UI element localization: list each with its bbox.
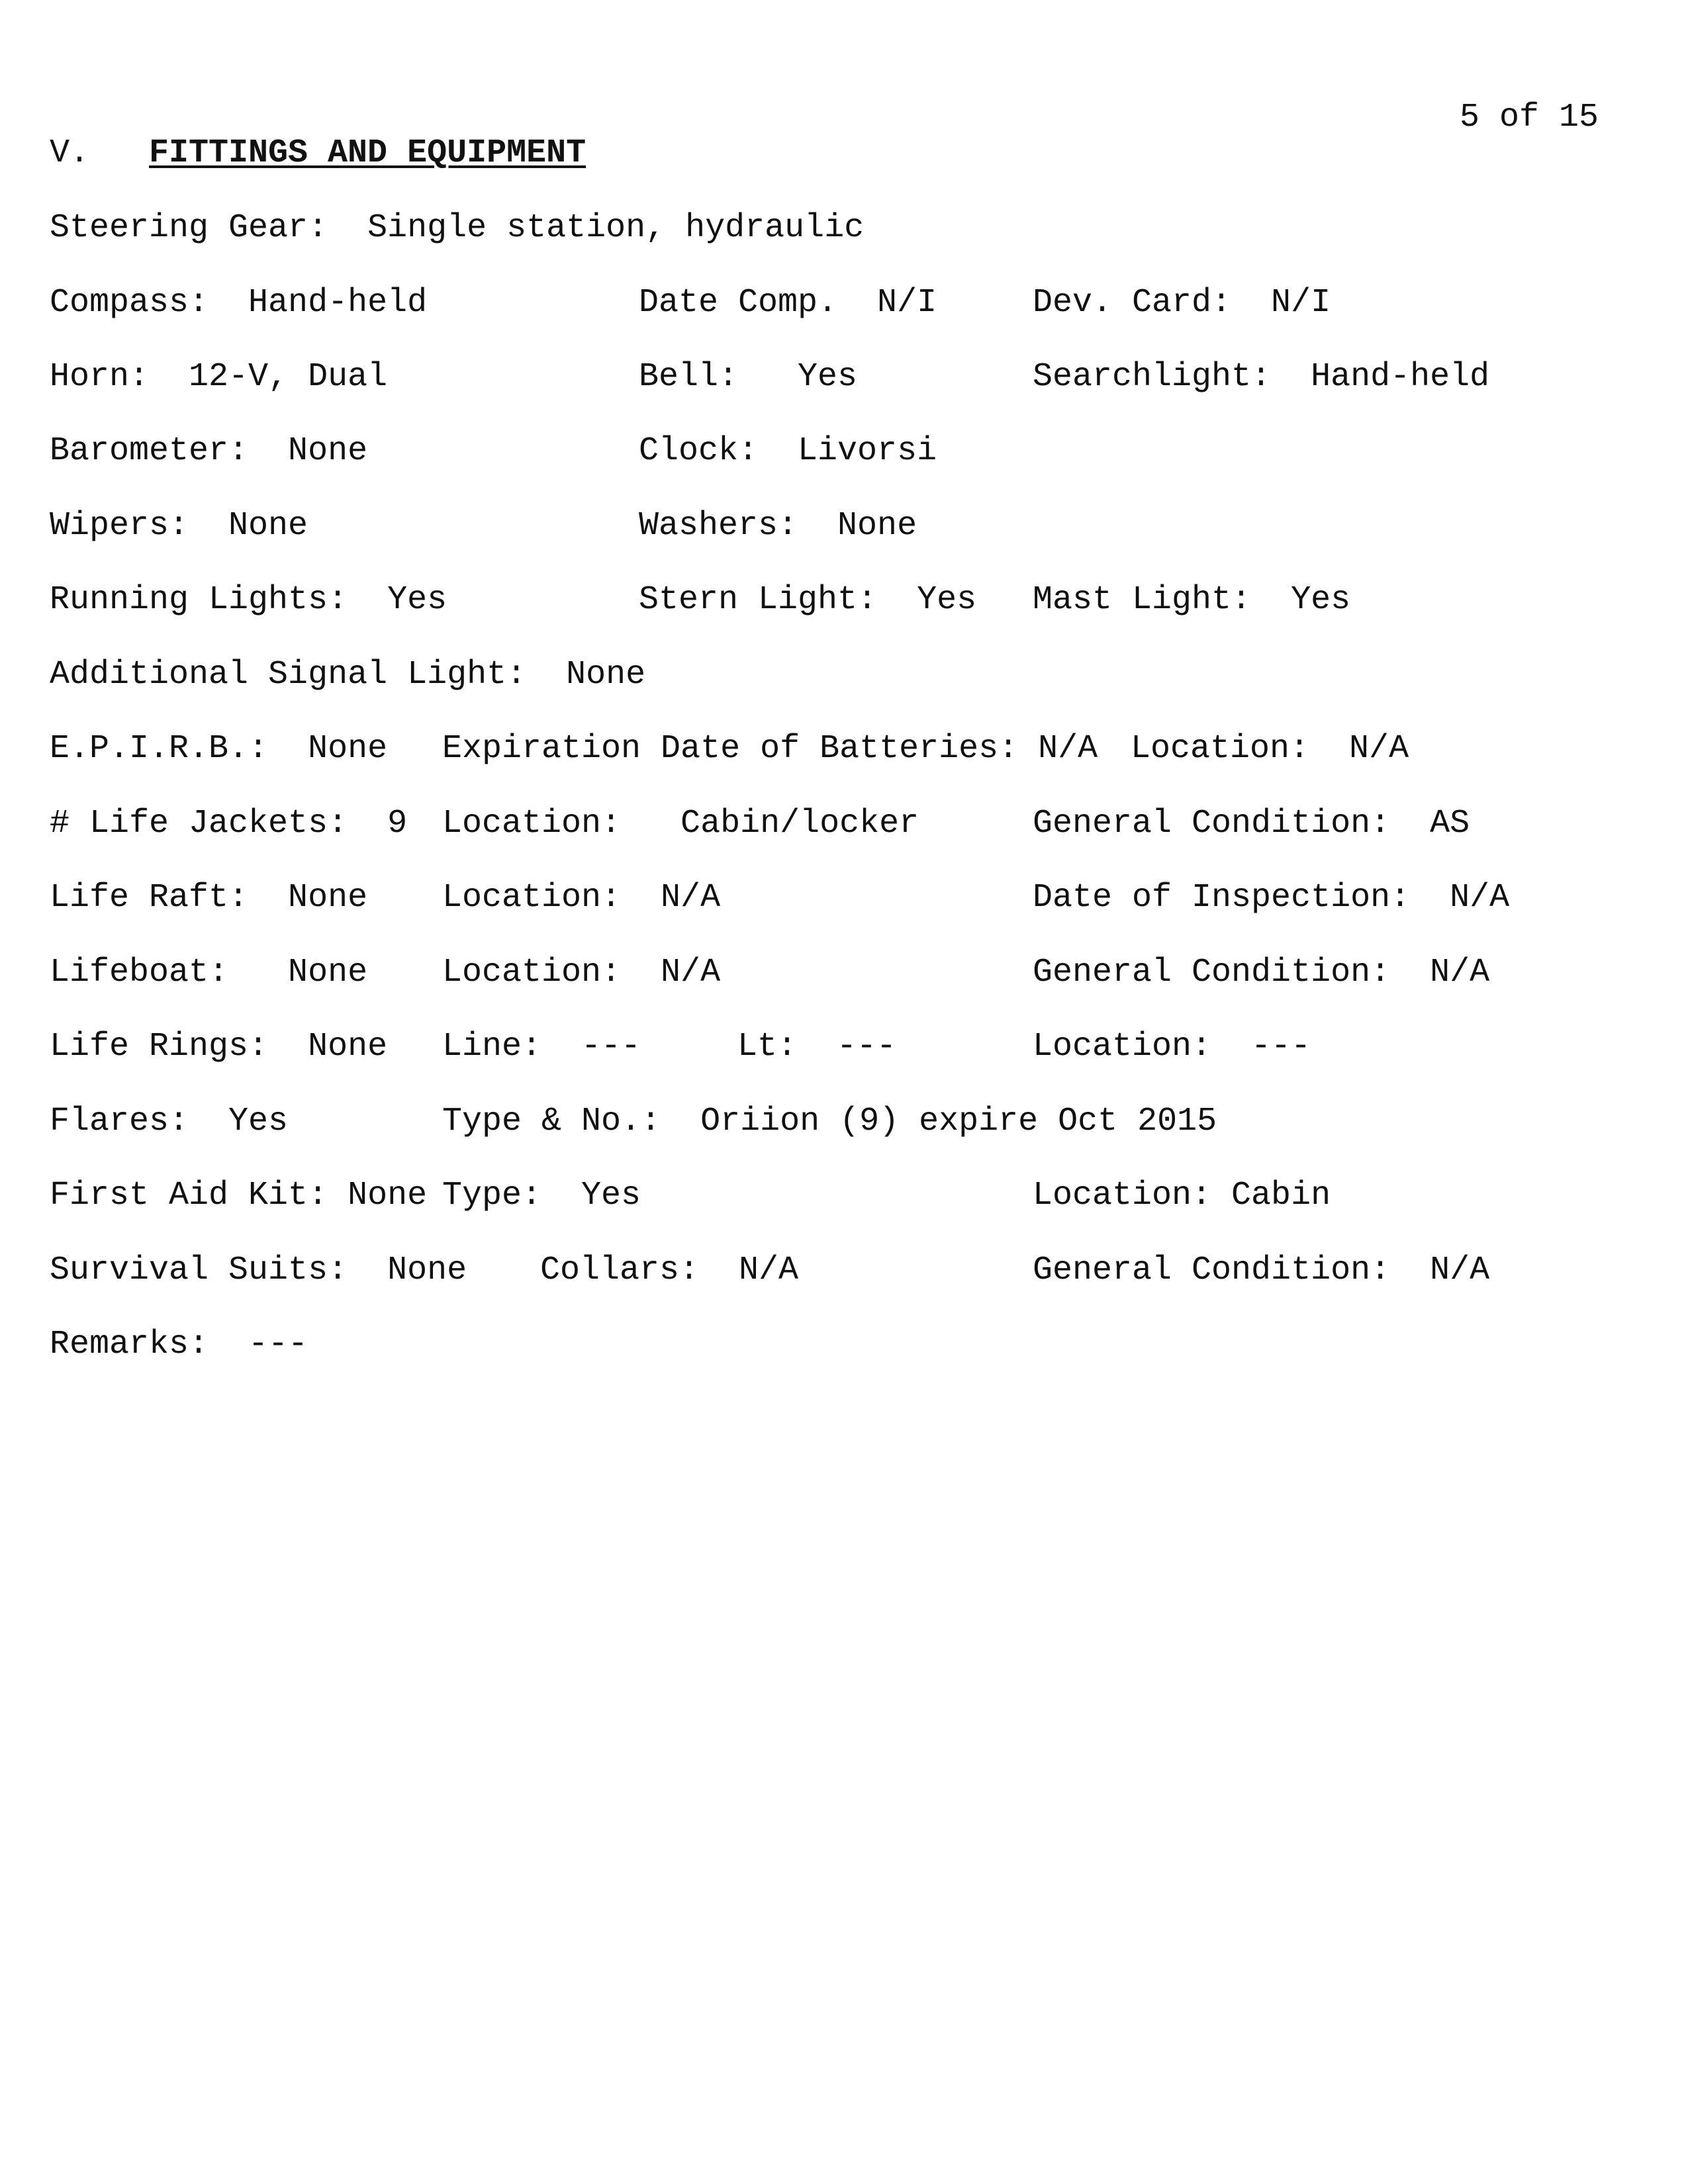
life-rings-line-field: Line: --- xyxy=(442,1028,641,1066)
bell-field: Bell: Yes xyxy=(639,358,858,396)
steering-gear-field: Steering Gear: Single station, hydraulic xyxy=(50,209,865,247)
life-jackets-field: # Life Jackets: 9 xyxy=(50,805,408,842)
page-number: 5 of 15 xyxy=(1460,99,1599,136)
collars-field: Collars: N/A xyxy=(540,1251,799,1289)
life-raft-inspection-field: Date of Inspection: N/A xyxy=(1033,879,1510,917)
life-rings-field: Life Rings: None xyxy=(50,1028,388,1066)
row-life-raft xyxy=(0,878,1688,918)
dev-card-field: Dev. Card: N/I xyxy=(1033,284,1331,322)
wipers-field: Wipers: None xyxy=(50,507,308,545)
stern-light-field: Stern Light: Yes xyxy=(639,581,977,619)
mast-light-field: Mast Light: Yes xyxy=(1033,581,1351,619)
row-steering-gear xyxy=(0,208,1688,248)
life-jackets-condition-field: General Condition: AS xyxy=(1033,805,1470,842)
remarks-field: Remarks: --- xyxy=(50,1326,308,1363)
life-raft-field: Life Raft: None xyxy=(50,879,368,917)
life-raft-location-field: Location: N/A xyxy=(442,879,721,917)
barometer-field: Barometer: None xyxy=(50,432,368,470)
survival-suits-condition-field: General Condition: N/A xyxy=(1033,1251,1490,1289)
row-epirb xyxy=(0,729,1688,769)
clock-field: Clock: Livorsi xyxy=(639,432,937,470)
row-lifeboat xyxy=(0,953,1688,993)
row-horn xyxy=(0,357,1688,397)
searchlight-field: Searchlight: Hand-held xyxy=(1033,358,1490,396)
section-title: FITTINGS AND EQUIPMENT xyxy=(149,134,586,172)
first-aid-location-field: Location: Cabin xyxy=(1033,1177,1331,1214)
flares-field: Flares: Yes xyxy=(50,1103,289,1140)
row-survival-suits xyxy=(0,1251,1688,1291)
row-compass xyxy=(0,283,1688,323)
row-flares xyxy=(0,1102,1688,1142)
lifeboat-field: Lifeboat: None xyxy=(50,954,368,991)
additional-signal-light-field: Additional Signal Light: None xyxy=(50,656,646,694)
compass-field: Compass: Hand-held xyxy=(50,284,428,322)
row-remarks xyxy=(0,1325,1688,1365)
lifeboat-condition-field: General Condition: N/A xyxy=(1033,954,1490,991)
life-rings-lt-field: Lt: --- xyxy=(737,1028,897,1066)
washers-field: Washers: None xyxy=(639,507,917,545)
first-aid-kit-field: First Aid Kit: None xyxy=(50,1177,428,1214)
section-heading xyxy=(0,134,1688,173)
row-signal-light xyxy=(0,655,1688,695)
lifeboat-location-field: Location: N/A xyxy=(442,954,721,991)
row-wipers xyxy=(0,506,1688,546)
row-first-aid-kit xyxy=(0,1176,1688,1216)
survival-suits-field: Survival Suits: None xyxy=(50,1251,467,1289)
row-life-rings xyxy=(0,1027,1688,1067)
life-jackets-location-field: Location: Cabin/locker xyxy=(442,805,919,842)
running-lights-field: Running Lights: Yes xyxy=(50,581,447,619)
flares-type-field: Type & No.: Oriion (9) expire Oct 2015 xyxy=(442,1103,1217,1140)
row-life-jackets xyxy=(0,804,1688,844)
epirb-field: E.P.I.R.B.: None xyxy=(50,730,388,768)
horn-field: Horn: 12-V, Dual xyxy=(50,358,388,396)
first-aid-type-field: Type: Yes xyxy=(442,1177,641,1214)
row-running-lights xyxy=(0,580,1688,620)
life-rings-location-field: Location: --- xyxy=(1033,1028,1311,1066)
section-number: V. xyxy=(50,134,90,172)
row-barometer xyxy=(0,432,1688,471)
battery-expiration-field: Expiration Date of Batteries: N/A xyxy=(442,730,1098,768)
date-comp-field: Date Comp. N/I xyxy=(639,284,937,322)
epirb-location-field: Location: N/A xyxy=(1131,730,1409,768)
